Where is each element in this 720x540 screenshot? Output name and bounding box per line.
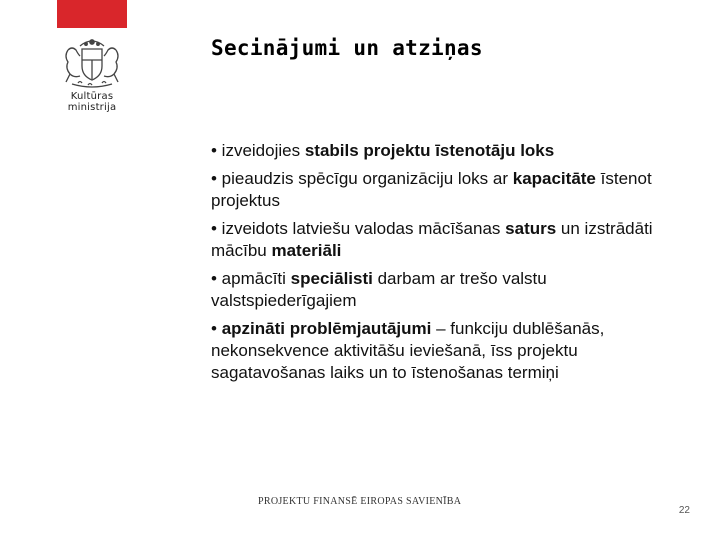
bullet-emphasis: materiāli (271, 241, 342, 260)
bullet-item (211, 168, 691, 212)
bullet-item (211, 218, 691, 262)
bullet-text: • izveidojies (211, 141, 305, 160)
page-title: Secinājumi un atziņas (211, 36, 483, 60)
bullet-emphasis: apzināti problēmjautājumi (221, 319, 432, 338)
footer-funding-note: PROJEKTU FINANSĒ EIROPAS SAVIENĪBA (258, 496, 462, 507)
bullet-text: īstenot projektus (211, 169, 652, 210)
logo-caption: Kultūras ministrija (67, 91, 117, 113)
bullet-text: un izstrādāti mācību (211, 219, 653, 260)
bullet-text: • pieaudzis spēcīgu organizāciju loks ar (211, 169, 513, 188)
bullet-emphasis: saturs (505, 219, 557, 238)
bullet-item (211, 318, 691, 384)
bullet-text: darbam ar trešo valstu valstspiederīgajiem (211, 269, 547, 310)
bullet-list (211, 140, 691, 390)
ministry-logo (50, 36, 134, 113)
bullet-text: • (211, 319, 222, 338)
bullet-text: • apmācīti (211, 269, 291, 288)
bullet-emphasis: stabils projektu īstenotāju loks (304, 141, 555, 160)
bullet-text: – funkciju dublēšanās, nekonsekvence aktivitāšu ieviešanā, īss projektu sagatavošanas laiks un to īstenošanas termiņi (211, 319, 605, 382)
page-number: 22 (678, 505, 690, 516)
bullet-emphasis: kapacitāte (512, 169, 596, 188)
bullet-item (211, 268, 691, 312)
bullet-emphasis: speciālisti (290, 269, 373, 288)
coat-of-arms-icon (58, 36, 126, 90)
brand-red-bar (57, 0, 127, 28)
bullet-text: • izveidots latviešu valodas mācīšanas (211, 219, 506, 238)
bullet-item (211, 140, 691, 162)
